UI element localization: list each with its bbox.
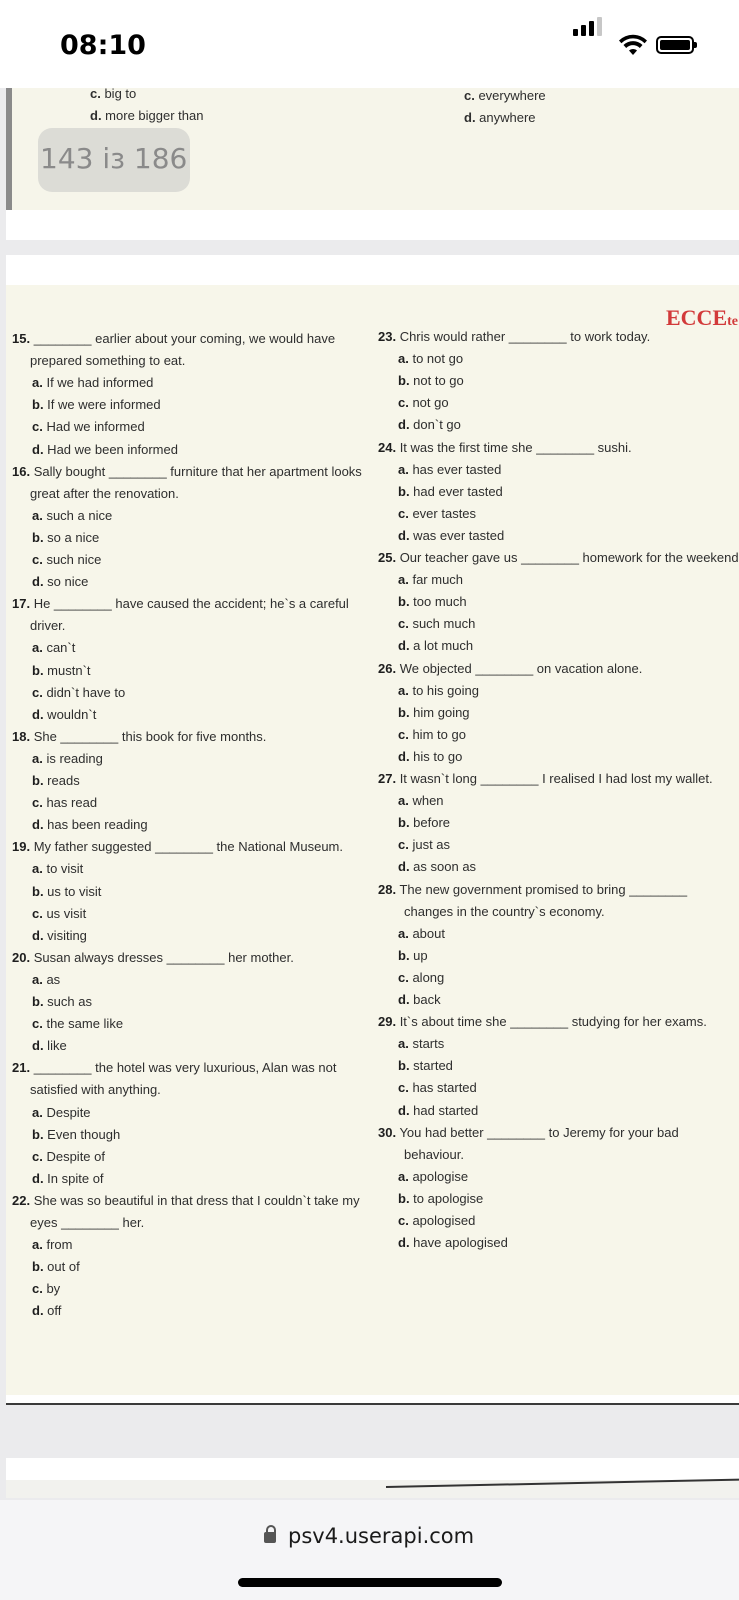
answer-option: b. had ever tasted	[398, 483, 503, 499]
answer-option: a. far much	[398, 572, 464, 588]
answer-option: c. along	[398, 969, 445, 985]
answer-option: c. just as	[398, 837, 451, 853]
answer-option: b. before	[398, 815, 451, 831]
answer-option: a. from	[32, 1237, 73, 1253]
question-stem: 30. You had better ________ to Jeremy for your bad	[378, 1124, 679, 1140]
answer-option: a. If we had informed	[32, 375, 154, 391]
document-page	[6, 255, 739, 1405]
answer-option: d. has been reading	[32, 817, 148, 833]
answer-option: c. apologised	[398, 1213, 476, 1228]
question-stem: 29. It`s about time she ________ studying for her exams.	[378, 1014, 707, 1030]
page-bottom-edge	[6, 1403, 739, 1405]
question-stem: 16. Sally bought ________ furniture that her apartment looks	[12, 463, 362, 479]
battery-icon	[656, 36, 694, 54]
answer-option: d. so nice	[32, 574, 89, 590]
answer-option: d. his to go	[398, 748, 463, 764]
answer-option: d. wouldn`t	[32, 706, 97, 722]
answer-option: c. ever tastes	[398, 505, 477, 521]
question-continuation: prepared something to eat.	[30, 353, 186, 369]
answer-option: b. started	[398, 1058, 453, 1074]
answer-option: a. to not go	[398, 351, 464, 367]
answer-option: d. Had we been informed	[32, 441, 178, 457]
question-stem: 24. It was the first time she ________ sushi.	[378, 439, 632, 455]
question-continuation: driver.	[30, 618, 66, 634]
wifi-icon	[618, 34, 648, 56]
answer-option: a. Despite	[32, 1104, 91, 1120]
prev-option: d. more bigger than	[90, 108, 204, 123]
answer-option: c. Despite of	[32, 1148, 105, 1164]
answer-option: a. starts	[398, 1036, 445, 1052]
prev-option: c. everywhere	[464, 88, 546, 103]
status-bar	[0, 0, 739, 88]
prev-option: c. big to	[90, 86, 137, 101]
answer-option: d. visiting	[32, 927, 87, 943]
page-counter-text: 143 із 186	[40, 142, 188, 175]
answer-option: b. too much	[398, 594, 467, 610]
question-stem: 15. ________ earlier about your coming, we would have	[12, 331, 336, 346]
answer-option: c. not go	[398, 395, 449, 411]
question-continuation: great after the renovation.	[30, 485, 179, 501]
answer-option: b. Even though	[32, 1126, 121, 1142]
answer-option: d. had started	[398, 1102, 479, 1118]
answer-option: b. If we were informed	[32, 397, 161, 413]
answer-option: d. a lot much	[398, 638, 474, 654]
question-continuation: satisfied with anything.	[30, 1082, 161, 1098]
answer-option: d. as soon as	[398, 859, 477, 875]
answer-option: b. not to go	[398, 373, 464, 389]
answer-option: b. such as	[32, 994, 92, 1009]
question-stem: 23. Chris would rather ________ to work today.	[378, 329, 651, 344]
answer-option: b. mustn`t	[32, 662, 91, 678]
answer-option: b. us to visit	[32, 883, 102, 899]
answer-option: a. apologise	[398, 1168, 469, 1184]
question-stem: 26. We objected ________ on vacation alone.	[378, 660, 643, 676]
page-counter-badge	[38, 128, 190, 192]
answer-option: d. was ever tasted	[398, 527, 505, 543]
home-indicator[interactable]	[238, 1578, 502, 1587]
answer-option: a. is reading	[32, 750, 103, 766]
url-text[interactable]: psv4.userapi.com	[288, 1524, 475, 1548]
answer-option: d. In spite of	[32, 1170, 104, 1186]
question-stem: 20. Susan always dresses ________ her mother.	[12, 949, 294, 965]
answer-option: a. as	[32, 971, 61, 987]
answer-option: a. when	[398, 793, 444, 809]
answer-option: b. so a nice	[32, 529, 100, 545]
question-continuation: changes in the country`s economy.	[404, 903, 605, 919]
answer-option: c. such much	[398, 616, 476, 632]
answer-option: c. has started	[398, 1080, 477, 1096]
answer-option: b. to apologise	[398, 1190, 484, 1206]
answer-option: c. him to go	[398, 726, 466, 742]
answer-option: d. off	[32, 1303, 62, 1319]
answer-option: c. us visit	[32, 905, 87, 921]
answer-option: b. reads	[32, 773, 80, 788]
question-stem: 18. She ________ this book for five months.	[12, 728, 267, 744]
answer-option: b. him going	[398, 704, 470, 720]
answer-option: c. Had we informed	[32, 419, 145, 435]
next-page	[6, 1458, 739, 1498]
answer-option: c. didn`t have to	[32, 684, 126, 700]
question-stem: 21. ________ the hotel was very luxurious, Alan was not	[12, 1060, 337, 1076]
ecce-brand: ECCEte	[666, 305, 739, 330]
question-stem: 27. It wasn`t long ________ I realised I had lost my wallet.	[378, 771, 713, 786]
answer-option: d. have apologised	[398, 1235, 508, 1251]
answer-option: b. up	[398, 947, 428, 963]
answer-option: c. has read	[32, 795, 98, 811]
answer-option: a. to visit	[32, 861, 84, 877]
answer-option: a. about	[398, 925, 445, 941]
answer-option: d. don`t go	[398, 417, 461, 433]
question-continuation: behaviour.	[404, 1146, 464, 1162]
answer-option: d. back	[398, 992, 441, 1007]
question-continuation: eyes ________ her.	[30, 1215, 145, 1230]
answer-option: c. the same like	[32, 1016, 124, 1032]
answer-option: c. such nice	[32, 552, 102, 567]
answer-option: a. can`t	[32, 640, 76, 656]
question-stem: 19. My father suggested ________ the National Museum.	[12, 839, 343, 855]
page-edge	[6, 88, 12, 210]
answer-option: b. out of	[32, 1259, 80, 1275]
answer-option: c. by	[32, 1281, 61, 1297]
answer-option: a. to his going	[398, 682, 479, 698]
question-stem: 22. She was so beautiful in that dress that I couldn`t take my	[12, 1192, 360, 1208]
question-stem: 25. Our teacher gave us ________ homework for the weekend	[378, 550, 739, 565]
question-stem: 17. He ________ have caused the accident; he`s a careful	[12, 596, 349, 612]
page-gap	[6, 210, 739, 240]
status-time: 08:10	[60, 30, 146, 61]
answer-option: a. has ever tasted	[398, 461, 502, 477]
question-stem: 28. The new government promised to bring ________	[378, 881, 688, 897]
prev-option: d. anywhere	[464, 110, 536, 125]
answer-option: d. like	[32, 1038, 67, 1054]
browser-address-bar[interactable]	[0, 1500, 739, 1600]
lock-icon	[264, 1532, 276, 1543]
answer-option: a. such a nice	[32, 507, 113, 523]
